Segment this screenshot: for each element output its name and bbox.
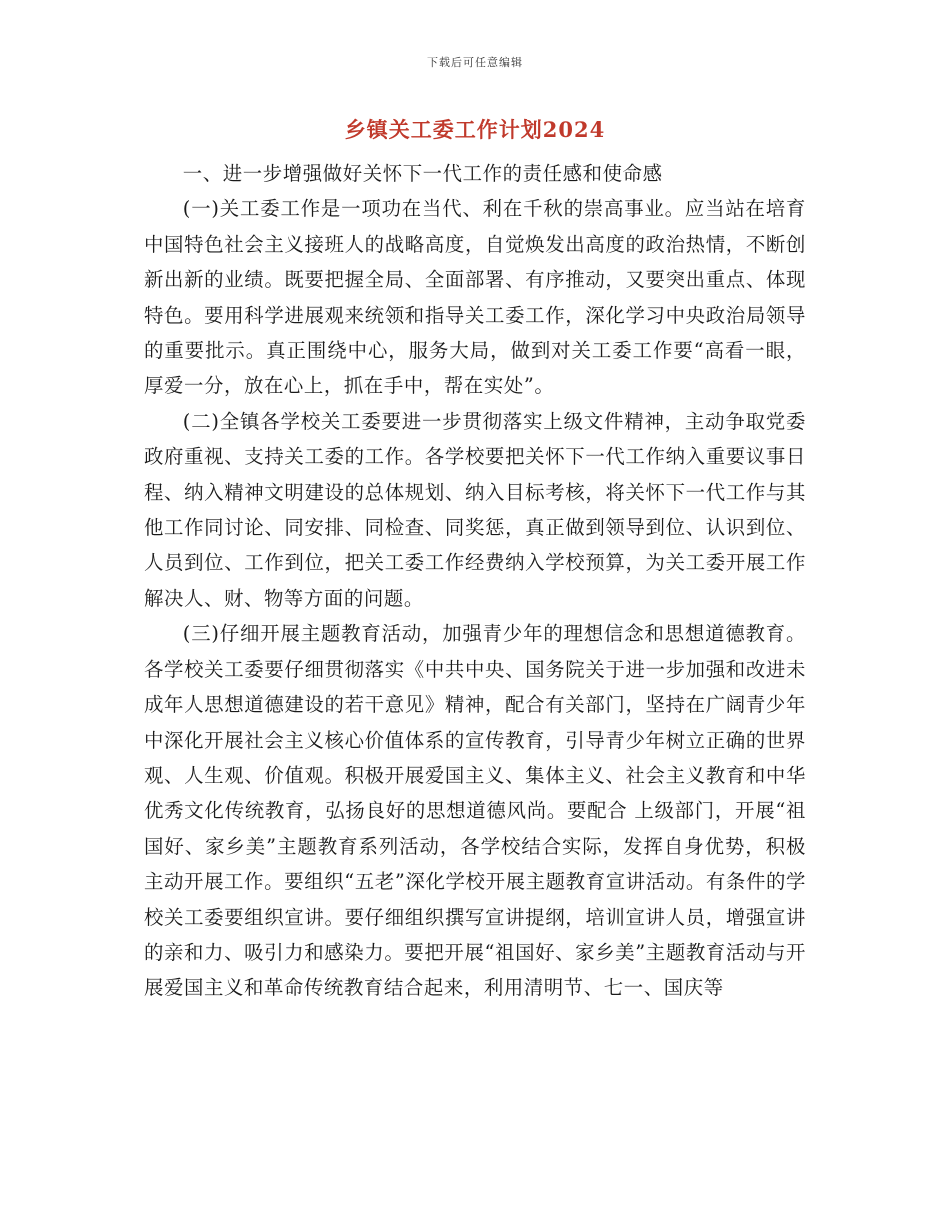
document-title: 乡镇关工委工作计划2024 <box>344 117 606 142</box>
paragraph-2: (二)全镇各学校关工委要进一步贯彻落实上级文件精神，主动争取党委政府重视、支持关工委的工作。各学校要把关怀下一代工作纳入重要议事日程、纳入精神文明建设的总体规划、纳入目标考核，将关怀下一代工作与其他工作同讨论、同安排、同检查、同奖惩，真正做到领导到位、认识到位、人员到位、工作到位，把关工委工作经费纳入学校预算，为关工委开展工作解决人、财、物等方面的问题。 <box>144 409 806 610</box>
header-note: 下载后可任意编辑 <box>427 56 523 69</box>
paragraph-3: (三)仔细开展主题教育活动，加强青少年的理想信念和思想道德教育。各学校关工委要仔细贯彻落实《中共中央、国务院关于进一步加强和改进未成年人思想道德建设的若干意见》精神，配合有关部门，坚持在广阔青少年中深化开展社会主义核心价值体系的宣传教育，引导青少年树立正确的世界观、人生观、价值观。积极开展爱国主义、集体主义、社会主义教育和中华优秀文化传统教育，弘扬良好的思想道德风尚。要配合 上级部门，开展“祖国好、家乡美”主题教育系列活动，各学校结合实际，发挥自身优势，积极主动开展工作。要组织“五老”深化学校开展主题教育宣讲活动。有条件的学校关工委要组织宣讲。要仔细组织撰写宣讲提纲，培训宣讲人员，增强宣讲的亲和力、吸引力和感染力。要把开展“祖国好、家乡美”主题教育活动与开展爱国主义和革命传统教育结合起来，利用清明节、七一、国庆等 <box>144 622 806 1000</box>
paragraph-1: (一)关工委工作是一项功在当代、利在千秋的崇高事业。应当站在培育中国特色社会主义接班人的战略高度，自觉焕发出高度的政治热情，不断创新出新的业绩。既要把握全局、全面部署、有序推动，又要突出重点、体现特色。要用科学进展观来统领和指导关工委工作，深化学习中央政治局领导的重要批示。真正围绕中心，服务大局，做到对关工委工作要“高看一眼，厚爱一分，放在心上，抓在手中，帮在实处”。 <box>144 197 806 398</box>
document-body <box>144 156 806 1006</box>
section-heading: 一、进一步增强做好关怀下一代工作的责任感和使命感 <box>182 162 663 185</box>
